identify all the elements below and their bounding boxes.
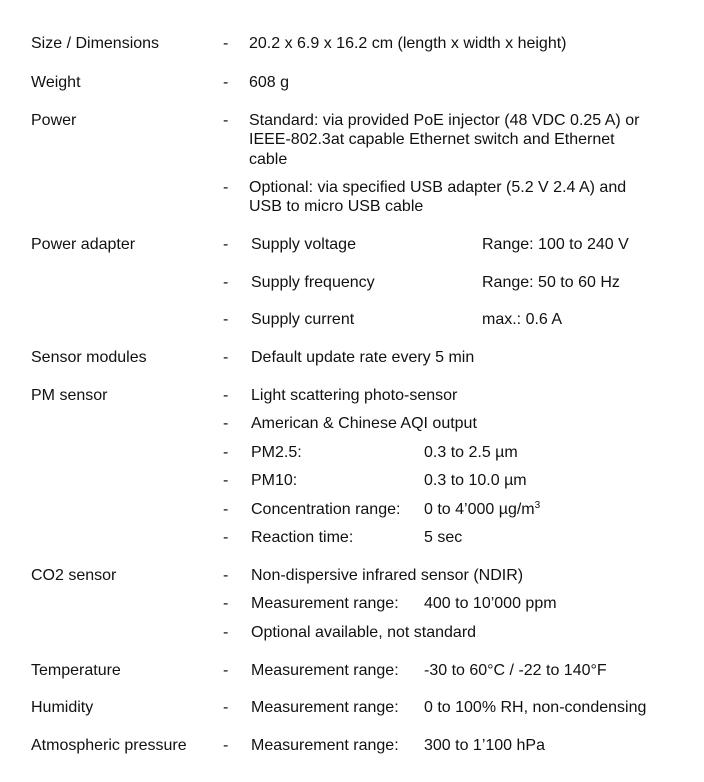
value-power-line: Standard: via provided PoE injector (48 VDC 0.25 A) or [249, 112, 640, 129]
dash: - [223, 699, 229, 716]
item-value: Range: 100 to 240 V [482, 236, 629, 253]
row-label-power: Power [31, 112, 77, 129]
dash: - [223, 624, 229, 641]
row-label-temperature: Temperature [31, 662, 121, 679]
row-label-atmospheric-pressure: Atmospheric pressure [31, 737, 187, 754]
dash: - [223, 662, 229, 679]
item-key: Concentration range: [251, 501, 401, 518]
row-label-humidity: Humidity [31, 699, 94, 716]
item-key: Non-dispersive infrared sensor (NDIR) [251, 567, 524, 584]
item-value-concentration [424, 500, 540, 520]
dash: - [223, 236, 229, 253]
row-label-size: Size / Dimensions [31, 35, 160, 52]
value-weight: 608 g [249, 74, 290, 91]
dash: - [223, 35, 229, 52]
row-label-co2-sensor: CO2 sensor [31, 567, 117, 584]
item-key: Measurement range: [251, 595, 399, 612]
dash: - [223, 444, 229, 461]
item-value: 400 to 10’000 ppm [424, 595, 557, 612]
item-value: -30 to 60°C / -22 to 140°F [424, 662, 607, 679]
item-key: American & Chinese AQI output [251, 415, 477, 432]
item-value: 0.3 to 10.0 µm [424, 472, 527, 489]
item-key: Supply frequency [251, 274, 375, 291]
concentration-value: 0 to 4’000 µg/m [424, 501, 535, 518]
dash: - [223, 112, 229, 129]
item-value: max.: 0.6 A [482, 311, 563, 328]
item-key: Optional available, not standard [251, 624, 477, 641]
row-label-power-adapter: Power adapter [31, 236, 136, 253]
dash: - [223, 501, 229, 518]
dash: - [223, 529, 229, 546]
item-value: 5 sec [424, 529, 463, 546]
item-key: Measurement range: [251, 737, 399, 754]
superscript: 3 [534, 500, 541, 511]
dash: - [223, 274, 229, 291]
value-sensor-modules: Default update rate every 5 min [251, 349, 475, 366]
item-value: 0.3 to 2.5 µm [424, 444, 518, 461]
item-key: Supply current [251, 311, 355, 328]
dash: - [223, 349, 229, 366]
row-label-pm-sensor: PM sensor [31, 387, 108, 404]
dash: - [223, 595, 229, 612]
item-key: Measurement range: [251, 699, 399, 716]
dash: - [223, 472, 229, 489]
value-power-line: cable [249, 151, 288, 168]
dash: - [223, 74, 229, 91]
item-key: Reaction time: [251, 529, 354, 546]
value-power-line: IEEE-802.3at capable Ethernet switch and Ethernet [249, 131, 615, 148]
dash: - [223, 415, 229, 432]
item-value: 300 to 1’100 hPa [424, 737, 545, 754]
value-power-line: Optional: via specified USB adapter (5.2 V 2.4 A) and [249, 179, 627, 196]
item-key: PM2.5: [251, 444, 302, 461]
dash: - [223, 737, 229, 754]
dash: - [223, 311, 229, 328]
item-value: Range: 50 to 60 Hz [482, 274, 620, 291]
row-label-weight: Weight [31, 74, 81, 91]
dash: - [223, 387, 229, 404]
value-power-line: USB to micro USB cable [249, 198, 424, 215]
item-key: PM10: [251, 472, 298, 489]
item-key: Light scattering photo-sensor [251, 387, 458, 404]
item-key: Measurement range: [251, 662, 399, 679]
dash: - [223, 567, 229, 584]
row-label-sensor-modules: Sensor modules [31, 349, 147, 366]
dash: - [223, 179, 229, 196]
item-value: 0 to 100% RH, non-condensing [424, 699, 647, 716]
item-key: Supply voltage [251, 236, 356, 253]
value-size: 20.2 x 6.9 x 16.2 cm (length x width x height) [249, 35, 567, 52]
